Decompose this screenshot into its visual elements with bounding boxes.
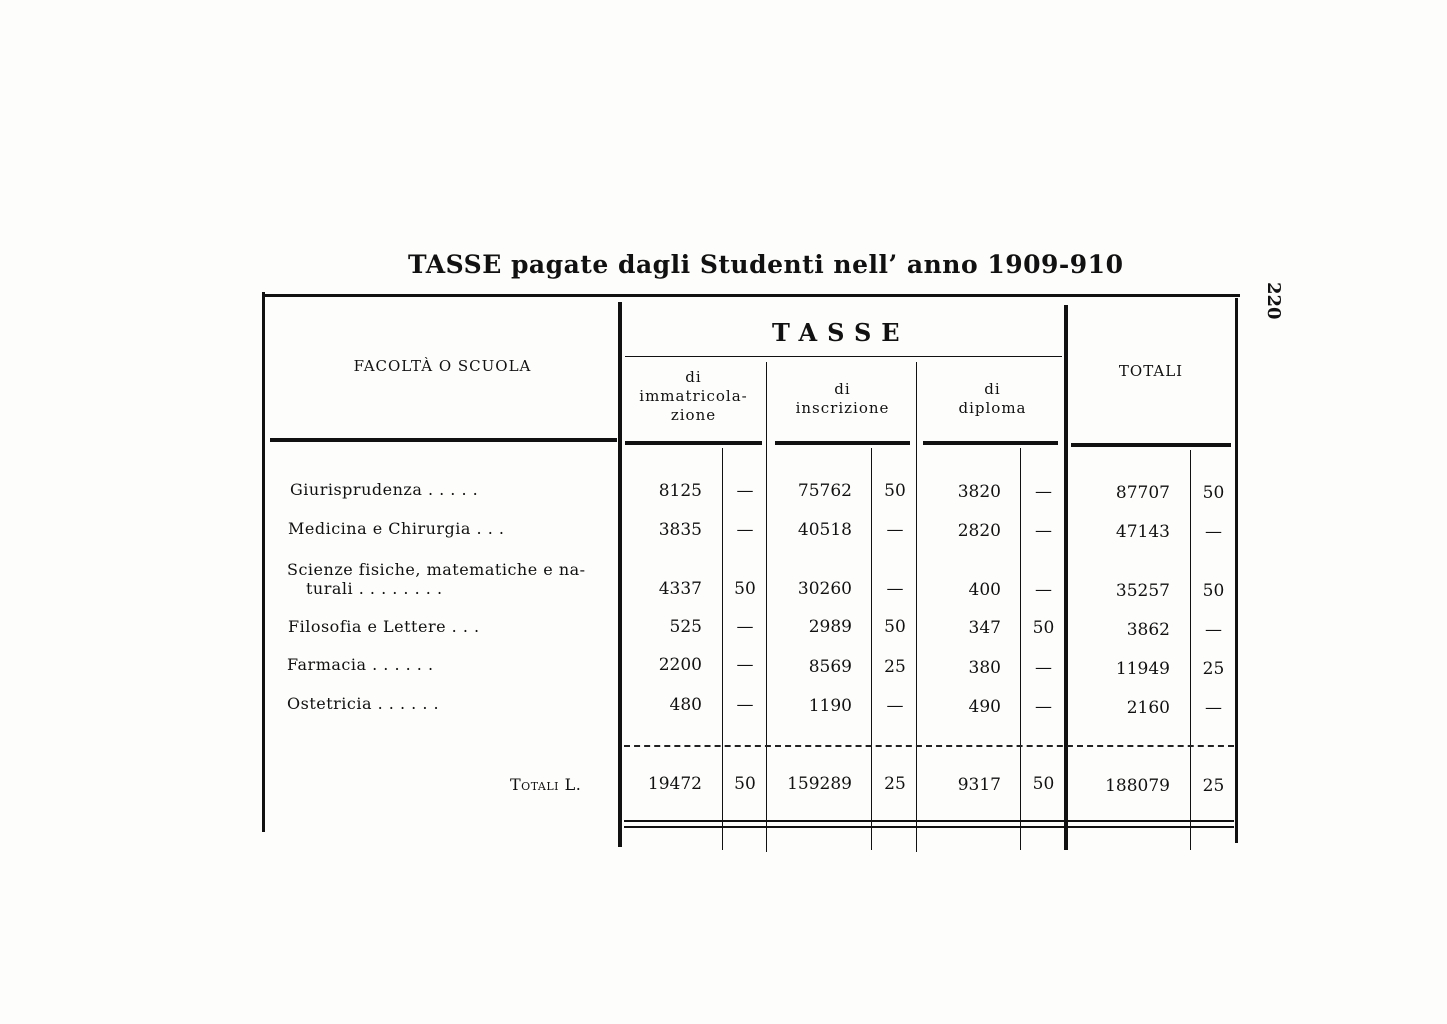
header-tasse: TASSE (772, 318, 910, 347)
cell-ins: 30260 (797, 579, 852, 599)
cell-dip: 347 (968, 618, 1001, 638)
cell-ins-cent: 50 (884, 617, 906, 637)
cell-dip-cent: — (1035, 580, 1052, 600)
cell-dip: 490 (968, 697, 1001, 717)
row-label-giurisprudenza: Giurisprudenza . . . . . (290, 480, 479, 499)
cell-tot-cent: — (1205, 620, 1222, 640)
total-ins-cent: 25 (884, 774, 906, 794)
cell-dip-cent: — (1035, 697, 1052, 717)
header-facolta: FACOLTÀ O SCUOLA (353, 357, 532, 375)
cell-imm-cent: — (736, 655, 754, 675)
table-right-border (1235, 298, 1238, 843)
header-diploma (920, 380, 1065, 418)
cell-dip-cent: — (1035, 482, 1052, 502)
header-bottom-rule-2 (625, 441, 762, 445)
row-label-ostetricia: Ostetricia . . . . . . (287, 694, 440, 713)
cell-tot-cent: — (1205, 698, 1222, 718)
cell-dip: 400 (968, 580, 1001, 600)
cell-ins: 40518 (797, 520, 852, 540)
row-label-scienze-cont: turali . . . . . . . . (306, 579, 443, 598)
cell-dip-cent: — (1035, 521, 1052, 541)
cell-tot: 3862 (1126, 620, 1170, 640)
header-dip-line-1: di (984, 380, 1001, 398)
page-number: 220 (1263, 282, 1284, 320)
total-dip: 9317 (957, 775, 1001, 795)
cell-tot-cent: 50 (1202, 581, 1225, 601)
cent-divider-ins (871, 448, 872, 850)
header-totali: TOTALI (1118, 362, 1184, 380)
cell-tot: 35257 (1115, 581, 1170, 601)
cell-imm: 4337 (658, 579, 702, 599)
table-left-border (262, 292, 265, 832)
total-tot: 188079 (1105, 776, 1170, 796)
cell-imm-cent: — (736, 617, 754, 637)
cell-imm-cent: — (736, 520, 754, 540)
cell-imm: 480 (669, 695, 702, 715)
header-immatricolazione (625, 368, 762, 425)
cell-tot: 11949 (1115, 659, 1170, 679)
table-top-border (265, 294, 1240, 297)
header-ins-line-1: di (834, 380, 851, 398)
cell-tot: 47143 (1115, 522, 1170, 542)
header-imm-line-1: di (685, 368, 702, 386)
row-label-filosofia: Filosofia e Lettere . . . (288, 617, 480, 636)
footer-double-rule-2 (624, 826, 1234, 828)
cell-imm-cent: 50 (734, 579, 756, 599)
header-inscrizione (770, 380, 915, 418)
footer-double-rule-1 (624, 820, 1234, 822)
cell-ins-cent: 50 (884, 481, 906, 501)
header-imm-line-3: zione (670, 406, 717, 424)
header-imm-line-2: immatricola- (639, 387, 748, 405)
header-ins-line-2: inscrizione (795, 399, 890, 417)
cell-ins-cent: — (886, 579, 904, 599)
cent-divider-imm (722, 448, 723, 850)
cell-tot: 87707 (1115, 483, 1170, 503)
cell-tot-cent: — (1205, 522, 1222, 542)
cell-tot-cent: 25 (1202, 659, 1225, 679)
total-dip-cent: 50 (1032, 774, 1055, 794)
table-divider-facolta (618, 302, 622, 847)
cell-imm: 2200 (658, 655, 702, 675)
cell-ins-cent: 25 (884, 657, 906, 677)
cell-ins-cent: — (886, 696, 904, 716)
cell-imm: 3835 (658, 520, 702, 540)
cell-dip: 3820 (957, 482, 1001, 502)
cell-imm: 525 (669, 617, 702, 637)
header-bottom-rule-3 (775, 441, 910, 445)
page-title: TASSE pagate dagli Studenti nell’ anno 1909-910 (408, 250, 1124, 279)
cell-tot-cent: 50 (1202, 483, 1225, 503)
totals-label: Totali L. (510, 775, 582, 794)
cell-imm-cent: — (736, 695, 754, 715)
divider-imm-ins (766, 362, 768, 852)
header-bottom-rule-1 (270, 438, 617, 442)
header-dip-line-2: diploma (958, 399, 1027, 417)
row-label-scienze: Scienze fisiche, matematiche e na- (287, 560, 586, 579)
total-ins: 159289 (787, 774, 852, 794)
cell-tot: 2160 (1126, 698, 1170, 718)
row-label-farmacia: Farmacia . . . . . . (287, 655, 434, 674)
cell-ins: 75762 (797, 481, 852, 501)
cell-ins: 1190 (808, 696, 852, 716)
cell-ins: 8569 (808, 657, 852, 677)
totals-separator (624, 745, 1234, 747)
cent-divider-dip (1020, 448, 1021, 850)
total-imm: 19472 (647, 774, 702, 794)
total-tot-cent: 25 (1202, 776, 1225, 796)
cell-imm: 8125 (658, 481, 702, 501)
header-bottom-rule-4 (923, 441, 1058, 445)
cell-dip: 380 (968, 658, 1001, 678)
cent-divider-tot (1190, 450, 1191, 850)
row-label-medicina: Medicina e Chirurgia . . . (288, 519, 505, 538)
cell-dip-cent: — (1035, 658, 1052, 678)
cell-dip-cent: 50 (1032, 618, 1055, 638)
header-bottom-rule-5 (1071, 443, 1231, 447)
cell-imm-cent: — (736, 481, 754, 501)
cell-ins: 2989 (808, 617, 852, 637)
cell-dip: 2820 (957, 521, 1001, 541)
tasse-underline (625, 356, 1062, 357)
total-imm-cent: 50 (734, 774, 756, 794)
cell-ins-cent: — (886, 520, 904, 540)
